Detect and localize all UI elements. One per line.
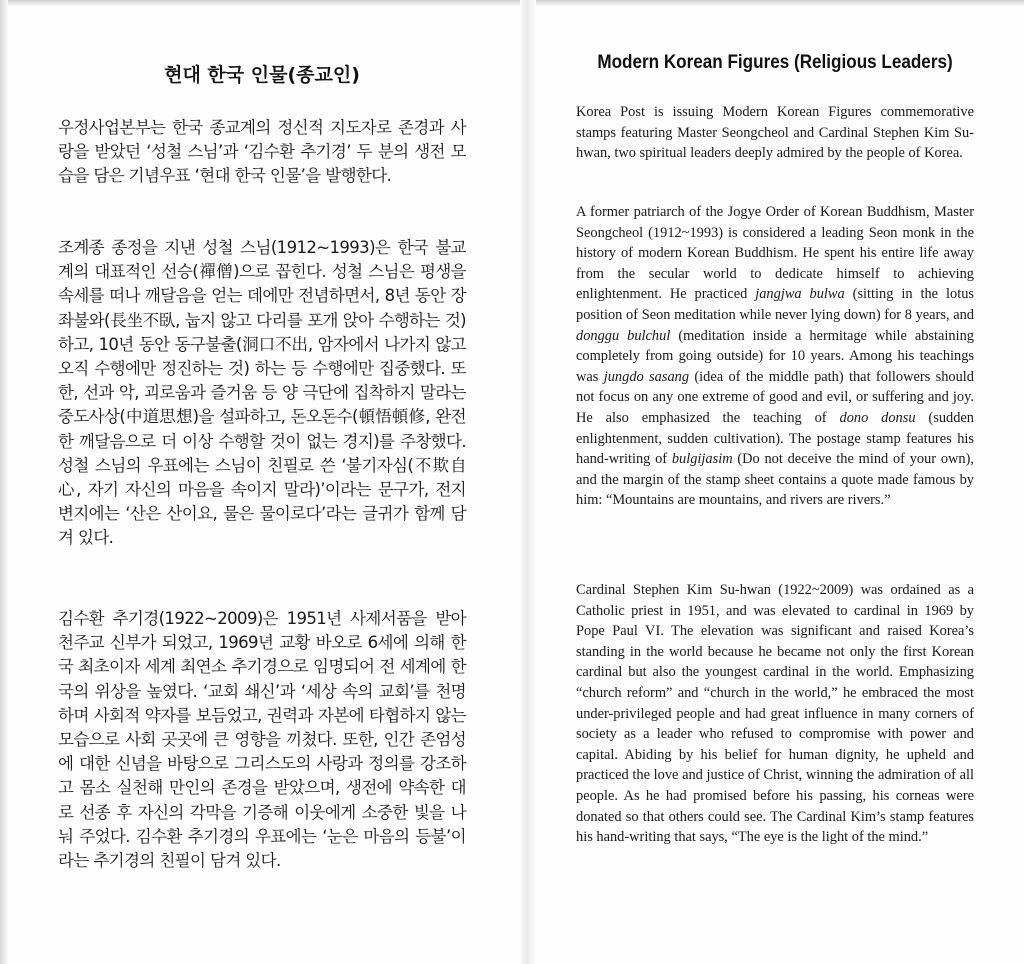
romanized-term: jungdo sasang (603, 368, 690, 385)
text-run: (idea of the middle path) that followers should not focus on any one extreme of good and evil, or suffering and joy. He also emphasized the teaching of (576, 368, 974, 426)
korean-paragraph-intro: 우정사업본부는 한국 종교계의 정신적 지도자로 존경과 사랑을 받았던 ‘성철 스님’과 ‘김수환 추기경’ 두 분의 생전 모습을 담은 기념우표 ‘현대 한국 인물’을 발행한다. (58, 118, 466, 186)
english-title: Modern Korean Figures (Religious Leaders) (597, 52, 953, 73)
center-fold (520, 0, 536, 964)
page-left-edge (0, 0, 8, 964)
page-top-edge (0, 0, 1024, 6)
english-paragraph-seongcheol (576, 202, 974, 511)
romanized-term: donggu bulchul (576, 327, 671, 344)
text-run: (meditation inside a hermitage while abstaining completely from going outside) for 10 years. Among his teachings was (576, 327, 975, 385)
text-run: A former patriarch of the Jogye Order of Korean Buddhism, Master Seongcheol (1912~1993) is considered a leading Seon monk in the history of modern Korean Buddhism. He spent his entire life away from the secular world to dedicate himself to achieving enlightenment. He practiced (576, 204, 974, 303)
text-run: (sitting in the lotus position of Seon meditation while never lying down) for 8 years, and (576, 286, 974, 323)
korean-title: 현대 한국 인물(종교인) (164, 64, 360, 86)
english-paragraph-kim-su-hwan: Cardinal Stephen Kim Su-hwan (1922~2009) was ordained as a Catholic priest in 1951, and was elevated to cardinal in 1969 by Pope Paul VI. The elevation was significant and raised Korea’s standing in the world because he became not only the first Korean cardinal but also the youngest cardinal in the world. Emphasizing “church reform” and “church in the world,” he embraced the most under-privileged people and had great influence in many corners of society as a leader who refused to compromise with power and capital. Abiding by his belief for human dignity, he upheld and practiced the love and justice of Christ, winning the admiration of all people. As he had promised before his passing, his corneas were donated so that others could see. The Cardinal Kim’s stamp features his hand-writing that says, “The eye is the light of the mind.” (576, 582, 974, 846)
romanized-term: bulgijasim (671, 451, 733, 468)
english-paragraph-intro: Korea Post is issuing Modern Korean Figures commemorative stamps featuring Master Seongcheol and Cardinal Stephen Kim Su-hwan, two spiritual leaders deeply admired by the people of Korea. (576, 104, 974, 162)
korean-paragraph-kim-su-hwan: 김수환 추기경(1922~2009)은 1951년 사제서품을 받아 천주교 신부가 되었고, 1969년 교황 바오로 6세에 의해 한국 최초이자 세계 최연소 추기경으로 임명되어 전 세계에 한국의 위상을 높였다. ‘교회 쇄신’과 ‘세상 속의 교회’를 천명하며 사회적 약자를 보듬었고, 권력과 자본에 타협하지 않는 모습으로 사회 곳곳에 큰 영향을 끼쳤다. 또한, 인간 존엄성에 대한 신념을 바탕으로 그리스도의 사랑과 정의를 강조하고 몸소 실천해 만인의 존경을 받았으며, 생전에 약속한 대로 선종 후 자신의 각막을 기증해 이웃에게 소중한 빛을 나눠 주었다. 김수환 추기경의 우표에는 ‘눈은 마음의 등불’이라는 추기경의 친필이 담겨 있다. (58, 609, 466, 871)
text-run: (sudden enlightenment, sudden cultivation). The postage stamp features his hand-writing of (576, 409, 974, 468)
korean-paragraph-seongcheol: 조계종 종정을 지낸 성철 스님(1912~1993)은 한국 불교계의 대표적인 선승(禪僧)으로 꼽힌다. 성철 스님은 평생을 속세를 떠나 깨달음을 얻는 데에만 전념하면서, 8년 동안 장좌불와(長坐不臥, 눕지 않고 다리를 포개 앉아 수행하는 것)하고, 10년 동안 동구불출(洞口不出, 암자에서 나가지 않고 오직 수행에만 정진하는 것) 하는 등 수행에만 집중했다. 또한, 선과 악, 괴로움과 즐거움 등 양 극단에 집착하지 말라는 중도사상(中道思想)을 설파하고, 돈오돈수(頓悟頓修, 완전한 깨달음으로 더 이상 수행할 것이 없는 경지)를 주창했다. 성철 스님의 우표에는 스님이 친필로 쓴 ‘불기자심(不欺自心, 자기 자신의 마음을 속이지 말라)’이라는 문구가, 전지 변지에는 ‘산은 산이요, 물은 물이로다’라는 글귀가 함께 담겨 있다. (58, 238, 466, 548)
romanized-term: jangjwa bulwa (755, 286, 845, 303)
romanized-term: dono donsu (839, 409, 916, 426)
text-run: (Do not deceive the mind of your own), and the margin of the stamp sheet contains a quote made famous by him: “Mountains are mountains, and rivers are rivers.” (576, 451, 974, 509)
